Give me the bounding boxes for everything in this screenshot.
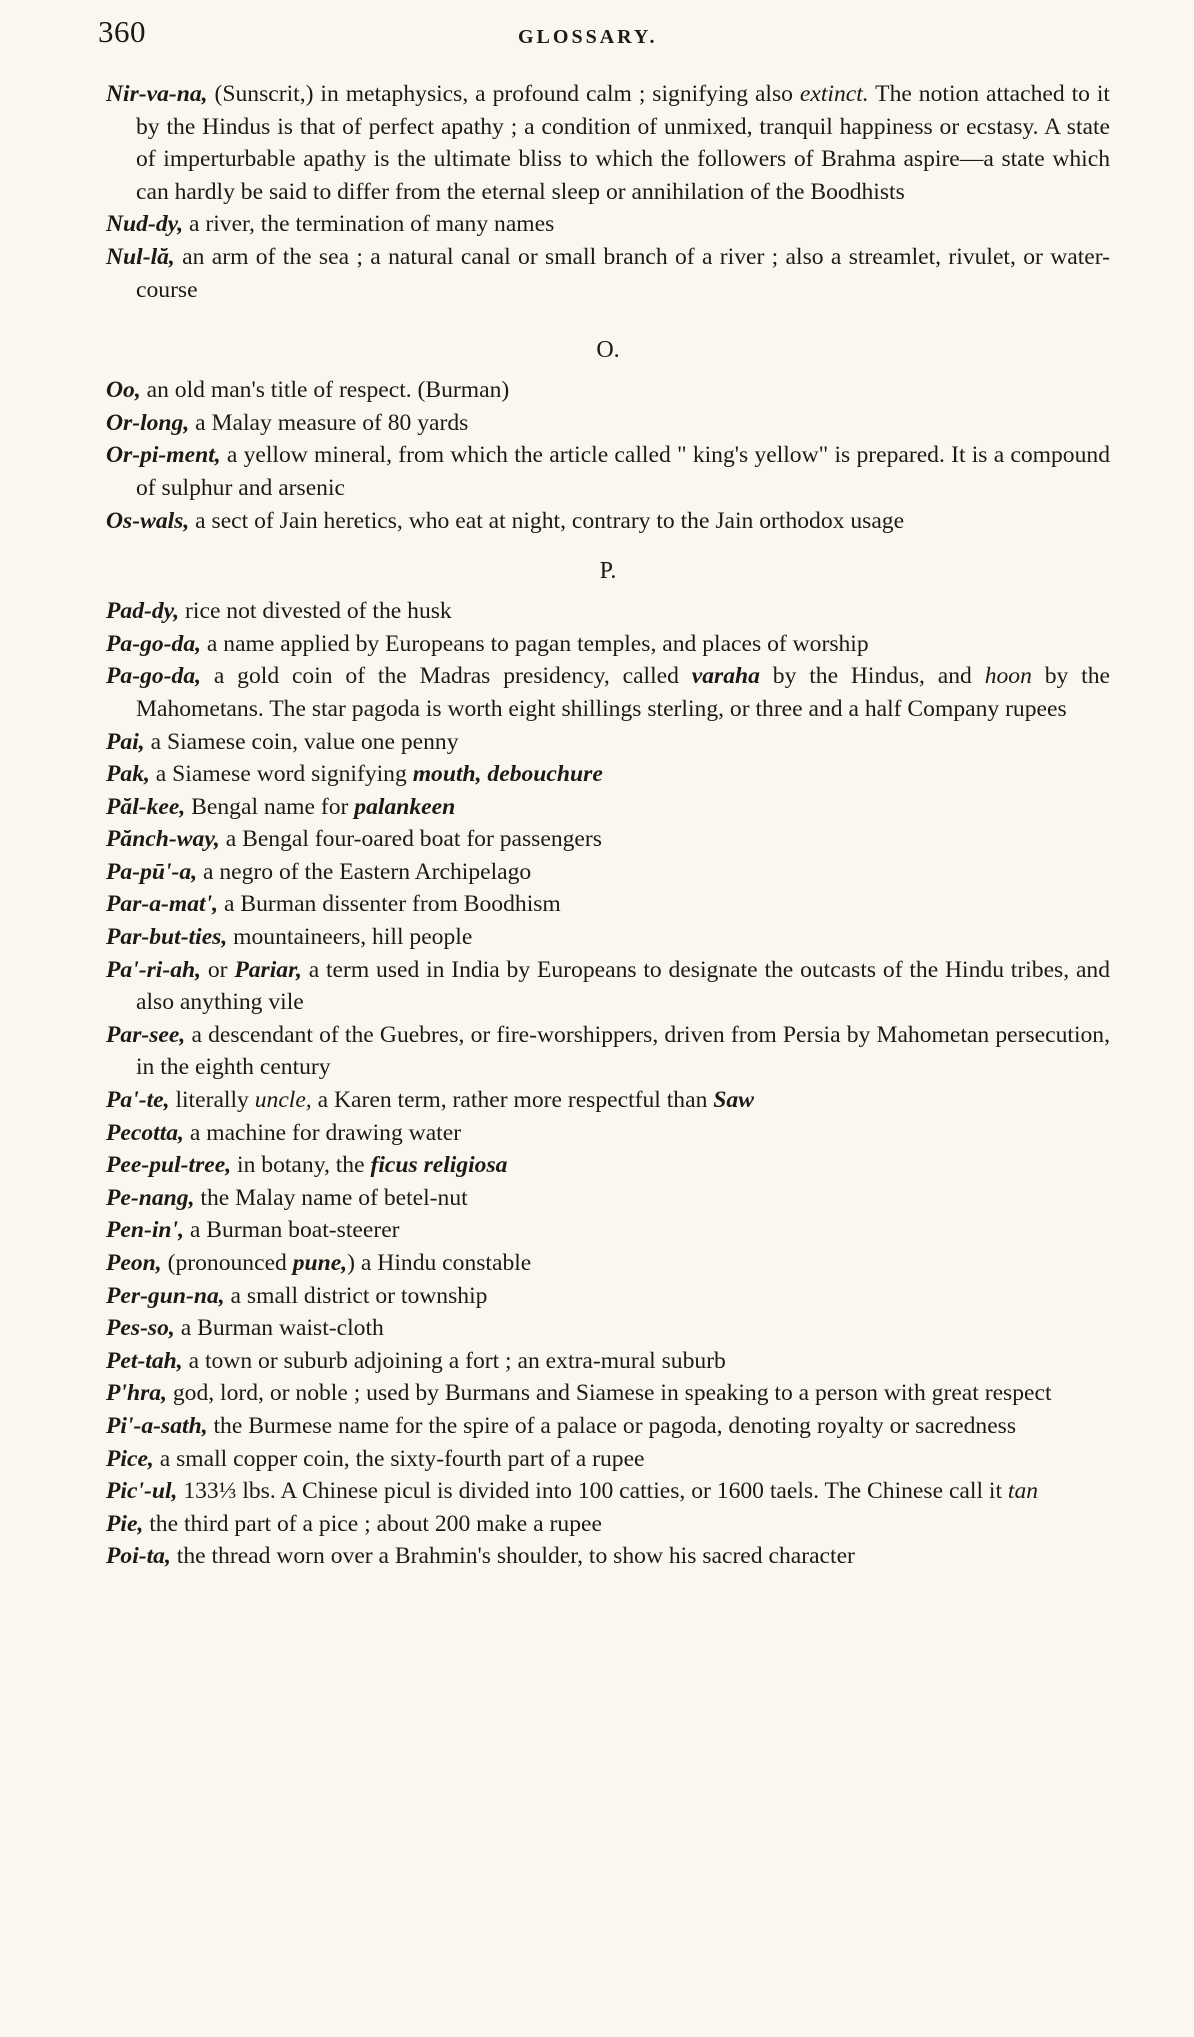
- entry-headword: Nul-lă,: [106, 243, 175, 270]
- entry-emphasis: tan: [1007, 1478, 1039, 1505]
- entry-emphasis: uncle,: [254, 1087, 312, 1114]
- glossary-entry: [106, 726, 1110, 759]
- entry-definition: a Burman dissenter from Boodhism: [218, 891, 561, 918]
- entry-headword: Pecotta,: [106, 1119, 184, 1146]
- glossary-entry: [106, 1508, 1110, 1541]
- entry-definition: by the Mahometans. The star pagoda is worth eight shillings sterling, or three and a half Company rupees: [136, 663, 1110, 722]
- entry-definition: an arm of the sea ; a natural canal or small branch of a river ; also a streamlet, rivulet, or water-course: [136, 243, 1110, 303]
- entry-emphasis: ficus religiosa: [370, 1152, 508, 1179]
- entry-headword: Pănch-way,: [106, 826, 220, 853]
- entry-headword: Or-long,: [106, 409, 190, 436]
- entry-definition: a Burman boat-steerer: [184, 1217, 400, 1244]
- glossary-entry: [106, 856, 1110, 889]
- entry-definition: a Karen term, rather more respectful than: [311, 1087, 714, 1114]
- entry-headword: Nud-dy,: [106, 211, 184, 238]
- entry-headword: Pet-tah,: [106, 1347, 183, 1374]
- entry-definition: an old man's title of respect. (Burman): [140, 377, 510, 404]
- entry-headword: Pak,: [106, 761, 150, 788]
- entry-definition: a gold coin of the Madras presidency, called: [201, 663, 692, 690]
- entry-emphasis: varaha: [691, 663, 760, 690]
- entry-definition: a descendant of the Guebres, or fire-worshippers, driven from Persia by Mahometan persecution, in the eighth century: [136, 1021, 1110, 1081]
- glossary-entry: [106, 78, 1110, 208]
- entry-definition: rice not divested of the husk: [179, 598, 452, 625]
- entry-headword: Pa'-te,: [106, 1087, 170, 1114]
- entry-definition: the Malay name of betel-nut: [194, 1184, 468, 1211]
- glossary-entry: [106, 505, 1110, 538]
- entry-headword: Păl-kee,: [106, 793, 186, 820]
- glossary-entry: [106, 1345, 1110, 1378]
- glossary-entry: [106, 1443, 1110, 1476]
- glossary-entry: [106, 1019, 1110, 1084]
- entry-headword: Poi-ta,: [106, 1543, 171, 1570]
- glossary-entry: [106, 954, 1110, 1019]
- entry-headword: Pad-dy,: [106, 598, 180, 625]
- entry-definition: a Siamese coin, value one penny: [144, 728, 459, 755]
- entries-p: [106, 595, 1110, 1573]
- glossary-entry: [106, 407, 1110, 440]
- entry-definition: (pronounced: [161, 1250, 293, 1276]
- entry-headword: Pa-pū'-a,: [106, 858, 198, 885]
- entry-headword: Pa-go-da,: [106, 663, 202, 690]
- entry-headword: Per-gun-na,: [106, 1282, 225, 1309]
- entries-n: [106, 78, 1110, 306]
- glossary-entry: [106, 1410, 1110, 1443]
- section-letter-o: O.: [596, 337, 620, 364]
- glossary-entry: [106, 628, 1110, 661]
- glossary-entry: [106, 1247, 1110, 1280]
- glossary-entry: [106, 660, 1110, 725]
- entry-headword: Peon,: [106, 1250, 162, 1276]
- entry-emphasis: palankeen: [354, 793, 456, 820]
- entry-headword: Oo,: [106, 377, 141, 404]
- entry-headword: Pice,: [106, 1445, 154, 1472]
- entry-headword: P'hra,: [106, 1380, 167, 1407]
- entry-definition: a term used in India by Europeans to designate the outcasts of the Hindu tribes, and also anything vile: [136, 956, 1111, 1016]
- entry-definition: Bengal name for: [185, 793, 355, 820]
- entry-definition: by the Hindus, and: [759, 663, 985, 690]
- entry-definition: a Bengal four-oared boat for passengers: [219, 826, 602, 853]
- entry-definition: god, lord, or noble ; used by Burmans and Siamese in speaking to a person with great respect: [166, 1380, 1052, 1407]
- entry-definition: in botany, the: [231, 1152, 371, 1179]
- entry-headword: Par-a-mat',: [106, 891, 219, 918]
- entry-emphasis: extinct.: [799, 81, 869, 107]
- entry-headword: Pee-pul-tree,: [106, 1152, 232, 1179]
- glossary-entry: [106, 1377, 1110, 1410]
- entry-definition: literally: [169, 1087, 255, 1114]
- entry-headword: Pes-so,: [106, 1315, 175, 1342]
- entry-emphasis: mouth, debouchure: [412, 761, 603, 788]
- glossary-entry: [106, 241, 1110, 306]
- section-letter-p: P.: [599, 558, 617, 585]
- entry-definition: a yellow mineral, from which the article called " king's yellow" is prepared. It is a compound of sulphur and arsenic: [136, 442, 1110, 501]
- glossary-entry: [106, 1117, 1110, 1150]
- glossary-entry: [106, 1540, 1110, 1573]
- glossary-entry: [106, 1475, 1110, 1508]
- entry-definition: 133⅓ lbs. A Chinese picul is divided into 100 catties, or 1600 taels. The Chinese call it: [177, 1478, 1008, 1505]
- entry-headword: Os-wals,: [106, 507, 190, 534]
- entry-headword: Par-but-ties,: [106, 924, 228, 951]
- entry-definition: the thread worn over a Brahmin's shoulder, to show his sacred character: [170, 1543, 855, 1570]
- page-number: 360: [98, 14, 146, 49]
- entry-headword: Pe-nang,: [106, 1184, 195, 1211]
- glossary-entry: [106, 374, 1110, 407]
- entry-headword: Pie,: [106, 1510, 144, 1537]
- entry-emphasis: Saw: [713, 1087, 754, 1114]
- entry-headword: Pai,: [106, 728, 145, 755]
- running-title: GLOSSARY.: [518, 26, 658, 48]
- glossary-entry: [106, 921, 1110, 954]
- entry-definition: a machine for drawing water: [183, 1119, 462, 1146]
- entry-definition: ) a Hindu constable: [347, 1250, 532, 1276]
- glossary-entry: [106, 1312, 1110, 1345]
- entry-definition: a Burman waist-cloth: [174, 1315, 384, 1342]
- entry-headword: Or-pi-ment,: [106, 442, 221, 469]
- entry-headword: Nir-va-na,: [106, 81, 208, 107]
- entry-emphasis: pune,: [292, 1250, 348, 1276]
- entry-definition: a name applied by Europeans to pagan temples, and places of worship: [201, 630, 869, 657]
- entry-definition: a town or suburb adjoining a fort ; an extra-mural suburb: [182, 1347, 726, 1374]
- entry-definition: a negro of the Eastern Archipelago: [197, 858, 532, 885]
- glossary-entry: [106, 888, 1110, 921]
- entries-o: [106, 374, 1110, 537]
- glossary-entry: [106, 758, 1110, 791]
- entry-headword: Pa-go-da,: [106, 630, 202, 657]
- entry-definition: mountaineers, hill people: [227, 924, 473, 951]
- entry-definition: the Burmese name for the spire of a palace or pagoda, denoting royalty or sacredness: [207, 1412, 1017, 1439]
- entry-definition: (Sunscrit,) in metaphysics, a profound calm ; signifying also: [207, 81, 800, 107]
- entry-headword: Pic'-ul,: [106, 1478, 178, 1505]
- entry-emphasis: hoon: [984, 663, 1032, 690]
- entry-definition: a small district or township: [224, 1282, 488, 1309]
- entry-headword: Pa'-ri-ah,: [106, 956, 202, 983]
- glossary-body: [106, 78, 1110, 1573]
- glossary-entry: [106, 823, 1110, 856]
- entry-definition: the third part of a pice ; about 200 make a rupee: [143, 1510, 602, 1537]
- glossary-entry: [106, 1214, 1110, 1247]
- entry-headword: Pi'-a-sath,: [106, 1412, 208, 1439]
- entry-definition: a small copper coin, the sixty-fourth part of a rupee: [153, 1445, 645, 1472]
- entry-definition: a sect of Jain heretics, who eat at night, contrary to the Jain orthodox usage: [189, 507, 905, 534]
- glossary-entry: [106, 208, 1110, 241]
- entry-definition: a Siamese word signifying: [149, 761, 413, 788]
- entry-emphasis: Pariar,: [234, 956, 302, 983]
- glossary-entry: [106, 1182, 1110, 1215]
- entry-definition: The notion attached to it by the Hindus is that of perfect apathy ; a condition of unmixed, tranquil happiness or ecstasy. A state of imperturbable apathy is the ultimate bliss to which the followers of Brahma aspire—a state which can hardly be said to differ from the eternal sleep or annihilation of the Boodhists: [136, 81, 1110, 205]
- entry-headword: Par-see,: [106, 1021, 186, 1048]
- glossary-entry: [106, 1149, 1110, 1182]
- glossary-entry: [106, 1280, 1110, 1313]
- entry-headword: Pen-in',: [106, 1217, 184, 1244]
- entry-definition: or: [201, 956, 235, 983]
- glossary-entry: [106, 595, 1110, 628]
- entry-definition: a river, the termination of many names: [183, 211, 555, 238]
- glossary-entry: [106, 1084, 1110, 1117]
- entry-definition: a Malay measure of 80 yards: [189, 409, 469, 436]
- glossary-entry: [106, 791, 1110, 824]
- glossary-entry: [106, 439, 1110, 504]
- running-head: [98, 14, 1108, 58]
